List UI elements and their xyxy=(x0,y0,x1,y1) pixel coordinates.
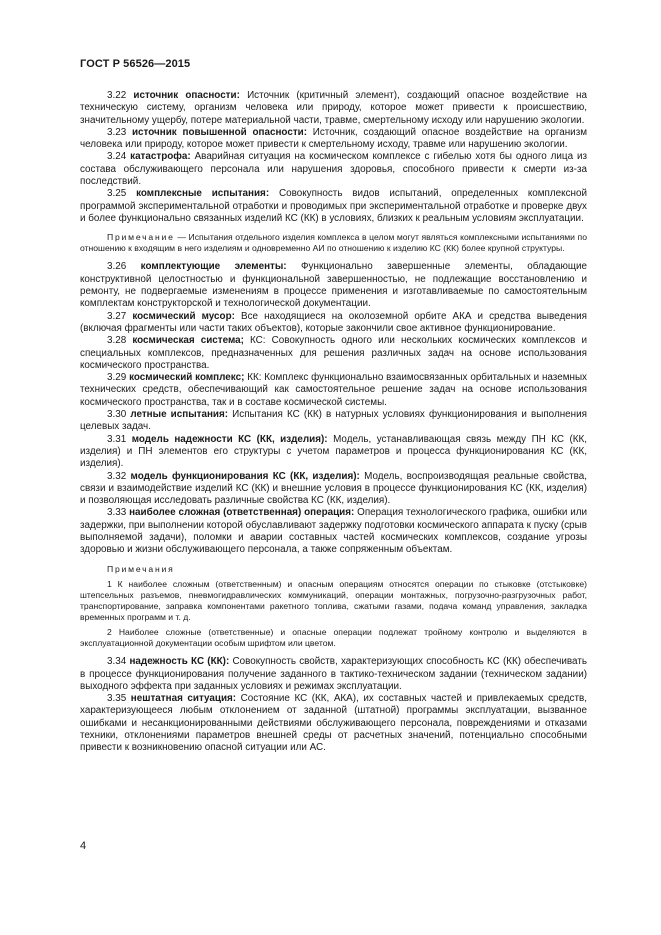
term-definition: Модель, устанавливающая связь между ПН КС (КК, изделия) и ПН элементов его структуры с учетом параметров и процесса функционирования КС (КК, изделия). xyxy=(80,433,588,470)
term-3-34 xyxy=(80,656,587,693)
term-name: летные испытания: xyxy=(130,409,229,421)
term-name: космическая система; xyxy=(132,335,244,347)
term-name: источник повышенной опасности: xyxy=(131,126,308,138)
term-3-31 xyxy=(80,434,587,471)
term-number: 3.35 xyxy=(107,693,127,705)
term-number: 3.24 xyxy=(107,151,127,163)
term-name: наиболее сложная (ответственная) операция: xyxy=(129,507,355,519)
term-name: космический комплекс; xyxy=(129,372,245,384)
term-name: нештатная ситуация: xyxy=(130,693,237,705)
term-number: 3.34 xyxy=(107,656,127,668)
note-item-1: 1 К наиболее сложным (ответственным) и опасным операциям относятся операции по стыковке (отстыковке) штепсельных разъемов, пневмогидравлических коммуникаций, операции монтажных, погрузочно-разгрузочных работ, транспортирование, заправка компонентами ракетного топлива, сжатыми газами, подача команд управления, закладка временных программ и т. д. xyxy=(80,578,587,622)
term-name: катастрофа: xyxy=(130,151,191,163)
term-3-32 xyxy=(80,471,587,508)
note-label: Примечание xyxy=(107,232,175,243)
standard-header: ГОСТ Р 56526—2015 xyxy=(80,58,191,70)
term-name: надежность КС (КК): xyxy=(129,656,230,668)
document-body xyxy=(80,90,587,755)
term-definition: Совокупность свойств, характеризующих способность КС (КК) обеспечивать в процессе функционирования получение заданного в тактико-техническом задании (техническом задании) выходного эффекта при заданных условиях и режимах эксплуатации. xyxy=(80,656,587,692)
term-definition: Состояние КС (КК, АКА), их составных частей и привлекаемых средств, характеризующееся любым отклонением от заданной (штатной) программы эксплуатации, вызванное ошибками и несанкционированными действиями обслуживающего персонала, повреждениями и отказами техники, отклонениями параметров внешней среды от расчетных значений, потенциально способными привести к возникновению опасной ситуации или АС. xyxy=(80,693,587,754)
note-item-2: 2 Наиболее сложные (ответственные) и опасные операции подлежат тройному контролю и выделяются в эксплуатационной документации особым шрифтом или цветом. xyxy=(80,627,587,649)
term-number: 3.32 xyxy=(107,470,127,482)
term-definition: Аварийная ситуация на космическом комплексе с гибелью хотя бы одного лица из состава обслуживающего персонала или нарушения здоровья, способного привести к смерти из-за последствий. xyxy=(80,151,587,188)
term-3-35 xyxy=(80,693,587,754)
term-definition: Модель, воспроизводящая реальные свойства, связи и взаимодействие изделий КС (КК) и внешние условия в процессе функционирования КС (КК, изделия) и позволяющая исследовать различные свойства КС (КК, изделия). xyxy=(80,470,587,507)
term-definition: Источник (критичный элемент), создающий опасное воздействие на техническую систему, организм человека или природу, которое может привести к происшествию, значительному ущербу, потере материальной части, травме, смертельному исходу или нарушению экологии. xyxy=(80,90,587,126)
term-definition: Совокупность видов испытаний, определенных комплексной программой экспериментальной отработки и проводимых при экспериментальной отработке и проверке двух и более функционально связанных изделий КС (КК) в условиях, близких к реальным условиям эксплуатации. xyxy=(80,188,587,224)
term-3-28 xyxy=(80,335,587,372)
term-name: комплексные испытания: xyxy=(136,188,270,200)
term-number: 3.22 xyxy=(107,90,127,101)
term-number: 3.25 xyxy=(107,188,127,200)
term-definition: Испытания КС (КК) в натурных условиях функционирования и выполнения целевых задач. xyxy=(80,409,587,433)
notes-label: Примечания xyxy=(107,563,175,574)
term-3-25 xyxy=(80,188,587,225)
term-definition: Источник, создающий опасное воздействие на организм человека или природу, которое может привести к смертельному исходу, травме или нарушению экологии. xyxy=(80,126,588,151)
term-name: модель надежности КС (КК, изделия): xyxy=(131,433,328,445)
term-number: 3.31 xyxy=(107,433,127,445)
term-number: 3.26 xyxy=(107,261,127,273)
term-definition: Операция технологического графика, ошибки или задержки, при выполнении которой обуславливают задержку подготовки космического аппарата к пуску (срыв выполняемой задачи), поломки и аварии составных частей космических комплексов, создание угрозы здоровью и жизни обслуживающего персонала, а также сопряженным объектам. xyxy=(80,507,587,556)
term-number: 3.23 xyxy=(107,126,127,138)
notes-plural xyxy=(80,564,587,650)
term-definition: КК: Комплекс функционально взаимосвязанных орбитальных и наземных технических средств, обеспечивающий как самостоятельное решение задач на основе использования космического пространства, так и в составе космической системы. xyxy=(80,372,587,408)
term-number: 3.29 xyxy=(107,372,127,384)
term-3-27 xyxy=(80,311,587,336)
term-number: 3.30 xyxy=(107,409,127,421)
term-3-30 xyxy=(80,409,587,434)
term-definition: Все находящиеся на околоземной орбите АКА и средства выведения (включая фрагменты или части таких объектов), которые закончили свое активное функционирование. xyxy=(80,310,588,334)
term-number: 3.33 xyxy=(107,507,127,519)
term-definition: КС: Совокупность одного или нескольких космических комплексов и специальных комплексов, предназначенных для решения различных задач на основе использования космического пространства. xyxy=(80,335,587,371)
term-3-22 xyxy=(80,90,587,127)
term-name: космический мусор: xyxy=(132,310,235,322)
term-3-29 xyxy=(80,372,587,409)
page-number: 4 xyxy=(80,840,87,852)
term-name: комплектующие элементы: xyxy=(140,261,287,273)
term-3-33 xyxy=(80,507,587,556)
term-number: 3.27 xyxy=(107,310,127,322)
term-number: 3.28 xyxy=(107,335,127,347)
note-single xyxy=(80,232,587,254)
term-definition: Функционально завершенные элементы, обладающие конструктивной целостностью и функциональной завершенностью, не подлежащие восстановлению и ремонту, не подвергаемые изменениям в процессе применения и изготавливаемые по самостоятельным комплектам конструкторской и технологической документации. xyxy=(80,261,587,310)
term-3-24 xyxy=(80,151,587,188)
note-text: — Испытания отдельного изделия комплекса в целом могут являться комплексными испытаниями по отношению к входящим в него изделиям и одновременно АИ по отношению к изделию КС (КК) более крупной структуры. xyxy=(80,232,587,254)
term-name: модель функционирования КС (КК, изделия): xyxy=(130,470,360,482)
term-3-23 xyxy=(80,127,587,152)
term-3-26 xyxy=(80,261,587,310)
term-name: источник опасности: xyxy=(133,90,240,101)
